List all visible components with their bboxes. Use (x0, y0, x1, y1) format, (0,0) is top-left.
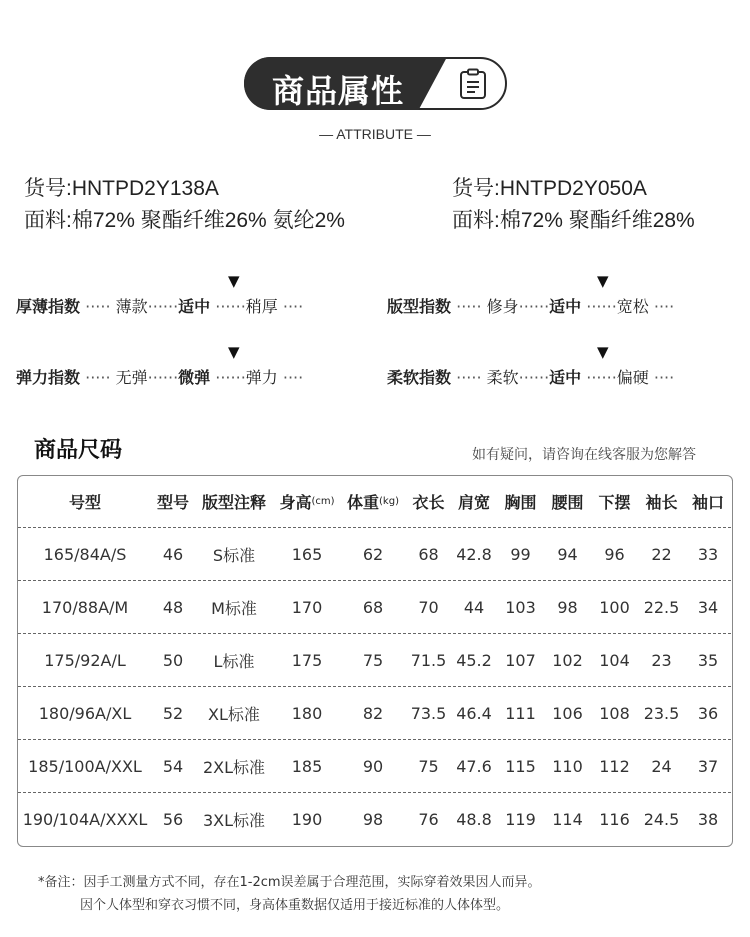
header-cell: 号型 (68, 493, 101, 512)
table-cell: 110 (552, 756, 583, 776)
header-cell-weight (340, 476, 406, 527)
table-cell: 170/88A/M (41, 597, 129, 617)
size-section-note: 如有疑问，请咨询在线客服为您解答 (472, 447, 696, 463)
table-cell: 190 (291, 810, 323, 829)
product-info-2 (452, 173, 695, 237)
index-option: 无弹 (115, 368, 148, 387)
table-cell: 45.2 (456, 650, 492, 670)
table-cell: 111 (505, 703, 536, 723)
index-option-selected: 适中 (549, 297, 582, 316)
table-cell: 90 (362, 756, 384, 776)
arrow-down-icon: ▼ (597, 343, 609, 361)
header-cell: 衣长 (412, 493, 445, 512)
header-cell: 肩宽 (457, 493, 490, 512)
table-row (18, 687, 731, 740)
table-row (18, 634, 731, 687)
table-cell: 185 (291, 756, 323, 776)
header-cell: 型号 (156, 493, 189, 512)
table-cell: 103 (505, 597, 536, 617)
table-cell: S标准 (212, 545, 256, 565)
product-fabric: 面料:棉72% 聚酯纤维28% (452, 209, 695, 232)
table-cell: 33 (697, 544, 719, 564)
header-label: 身高 (279, 493, 312, 512)
footnote-2: 因个人体型和穿衣习惯不同，身高体重数据仅适用于接近标准的人体体型。 (80, 898, 510, 913)
table-cell: 98 (362, 810, 384, 829)
table-cell: 36 (697, 703, 719, 723)
table-cell: 82 (362, 703, 384, 723)
table-cell: 68 (418, 544, 439, 564)
page-title: 商品属性 (272, 72, 405, 110)
index-option: 宽松 (616, 297, 649, 316)
table-cell: 38 (697, 810, 719, 829)
table-cell: 73.5 (410, 703, 447, 723)
table-row (18, 581, 731, 634)
table-cell: 114 (552, 810, 583, 829)
table-cell: 175 (291, 650, 323, 670)
table-cell: 52 (162, 703, 184, 723)
table-cell: 76 (418, 810, 439, 829)
header-label: 体重 (347, 493, 380, 512)
table-cell: 165/84A/S (43, 544, 127, 564)
size-table (17, 475, 733, 847)
footnote-1: *备注：因手工测量方式不同，存在1-2cm误差属于合理范围，实际穿着效果因人而异。 (38, 875, 541, 890)
table-cell: 23.5 (643, 703, 680, 723)
table-cell: 44 (463, 597, 485, 617)
header-cell: 下摆 (598, 493, 631, 512)
table-cell: 180 (291, 703, 323, 723)
table-cell: 75 (362, 650, 384, 670)
table-cell: 180/96A/XL (38, 703, 132, 723)
table-cell: 54 (162, 756, 184, 776)
index-option-selected: 微弹 (178, 368, 211, 387)
table-cell: 116 (599, 810, 630, 829)
page-subtitle: — ATTRIBUTE — (319, 126, 431, 142)
table-cell: 37 (697, 756, 719, 776)
index-option: 修身 (486, 297, 519, 316)
table-cell: 22 (651, 544, 672, 564)
table-cell: 23 (651, 650, 672, 670)
table-cell: 75 (418, 756, 439, 776)
product-info-1 (24, 173, 345, 237)
table-cell: 22.5 (643, 597, 680, 617)
index-option: 柔软 (486, 368, 519, 387)
attribute-header-pill (244, 57, 507, 110)
table-cell: 108 (599, 703, 630, 723)
table-cell: 42.8 (456, 544, 492, 564)
table-cell: 112 (599, 756, 630, 776)
table-cell: 190/104A/XXXL (22, 810, 148, 829)
arrow-down-icon: ▼ (597, 272, 609, 290)
table-cell: 107 (505, 650, 536, 670)
table-cell: 94 (557, 544, 578, 564)
table-cell: 48 (162, 597, 184, 617)
softness-index: 柔软指数 ····· 柔软······适中 ······偏硬 ···· (387, 368, 675, 387)
table-cell: XL标准 (208, 704, 260, 724)
size-section-title: 商品尺码 (34, 438, 123, 463)
header-cell: 胸围 (504, 493, 537, 512)
table-cell: 165 (291, 544, 323, 564)
table-cell: 35 (697, 650, 719, 670)
header-cell: 腰围 (551, 493, 584, 512)
table-header-row (18, 476, 731, 528)
index-option-selected: 适中 (178, 297, 211, 316)
table-cell: M标准 (211, 598, 257, 618)
table-cell: 96 (604, 544, 625, 564)
index-option: 稍厚 (245, 297, 278, 316)
index-name: 柔软指数 (387, 368, 452, 387)
index-option: 弹力 (245, 368, 278, 387)
index-name: 弹力指数 (16, 368, 81, 387)
table-cell: 46 (162, 544, 184, 564)
thickness-index: 厚薄指数 ····· 薄款······适中 ······稍厚 ···· (16, 297, 304, 316)
table-row (18, 528, 731, 581)
header-cell-height (274, 476, 340, 527)
product-code: 货号:HNTPD2Y138A (24, 177, 219, 200)
table-cell: 170 (291, 597, 323, 617)
table-cell: 2XL标准 (202, 757, 266, 777)
table-cell: 56 (162, 810, 184, 829)
table-cell: 50 (162, 650, 184, 670)
table-cell: 100 (599, 597, 630, 617)
fit-index: 版型指数 ····· 修身······适中 ······宽松 ···· (387, 297, 675, 316)
table-cell: 175/92A/L (44, 650, 126, 670)
table-cell: 46.4 (456, 703, 492, 723)
header-cell: 袖口 (691, 493, 724, 512)
table-cell: 34 (697, 597, 719, 617)
table-cell: 48.8 (456, 810, 492, 829)
table-cell: 98 (557, 597, 578, 617)
table-cell: 70 (418, 597, 439, 617)
elasticity-index: 弹力指数 ····· 无弹······微弹 ······弹力 ···· (16, 368, 304, 387)
table-cell: 106 (552, 703, 583, 723)
product-code: 货号:HNTPD2Y050A (452, 177, 647, 200)
table-cell: 119 (505, 810, 536, 829)
index-option: 薄款 (115, 297, 148, 316)
index-name: 厚薄指数 (16, 297, 81, 316)
header-cell: 版型注释 (201, 493, 266, 512)
arrow-down-icon: ▼ (228, 343, 240, 361)
header-unit: (kg) (379, 496, 399, 507)
clipboard-icon (458, 68, 488, 100)
arrow-down-icon: ▼ (228, 272, 240, 290)
table-cell: 104 (599, 650, 630, 670)
table-cell: 47.6 (456, 756, 492, 776)
table-cell: 71.5 (410, 650, 447, 670)
table-cell: 102 (552, 650, 583, 670)
index-option: 偏硬 (616, 368, 649, 387)
table-cell: 3XL标准 (202, 811, 266, 830)
index-name: 版型指数 (387, 297, 452, 316)
table-cell: L标准 (213, 651, 255, 671)
table-row (18, 793, 731, 846)
table-cell: 185/100A/XXL (28, 756, 142, 776)
table-cell: 62 (362, 544, 384, 564)
index-option-selected: 适中 (549, 368, 582, 387)
table-cell: 24.5 (643, 810, 680, 829)
table-cell: 99 (510, 544, 531, 564)
product-fabric: 面料:棉72% 聚酯纤维26% 氨纶2% (24, 209, 345, 232)
header-unit: (cm) (311, 496, 335, 507)
header-cell: 袖长 (645, 493, 678, 512)
table-cell: 115 (505, 756, 536, 776)
table-cell: 68 (362, 597, 384, 617)
table-cell: 24 (651, 756, 672, 776)
table-row (18, 740, 731, 793)
